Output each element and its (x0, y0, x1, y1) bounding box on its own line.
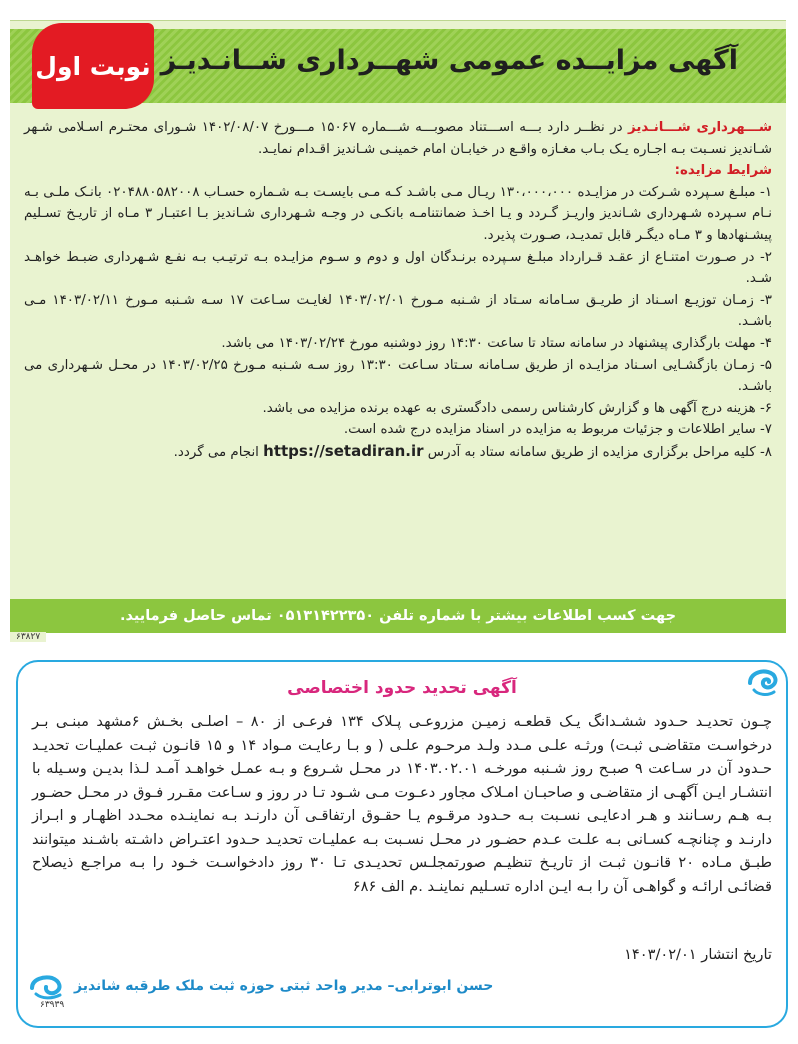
conditions-heading: شرایط مزایده: (674, 163, 772, 179)
contact-footer (10, 599, 786, 633)
auction-notice-body (24, 117, 772, 464)
auction-notice-code: ۶۳۸۲۷ (10, 632, 46, 642)
first-publication-badge-label: نوبت اول (35, 51, 151, 81)
auction-intro-text: در نظــر دارد بـــه اســـتناد مصوبـــه شـــماره ۱۵۰۶۷ مـــورخ ۱۴۰۲/۰۸/۰۷ شـورای محتـرم اسـلامی شـهر شـاندیز نسـبت بـه اجـاره یـک بـاب مغـازه واقـع در خیابـان امام خمینـی شـاندیز اقـدام نمایـد. (24, 120, 772, 157)
condition-4: ۴- مهلت بارگذاری پیشنهاد در سامانه ستاد تا ساعت ۱۴:۳۰ روز دوشنبه مورخ ۱۴۰۳/۰۲/۲۴ می باشد. (221, 335, 772, 351)
condition-3: ۳- زمـان توزیـع اسـناد از طریـق سـامانه سـتاد از شـنبه مـورخ ۱۴۰۳/۰۲/۰۱ لغایـت سـاعت ۱۷ سـه شـنبه مـورخ ۱۴۰۳/۰۲/۱۱ مـی باشـد. (24, 292, 772, 330)
boundary-notice-text: چـون تحدیـد حـدود ششـدانگ یـک قطعـه زمیـن مزروعـی پـلاک ۱۳۴ فرعـی از ۸۰ – اصلـی بخـش ۶مشهد مبنـی بـر درخواسـت متقاضـی ثبـت) ورثـه علـی مـدد ولـد مرحـوم علـی ( و بـا رعایـت مـواد ۱۴ و ۱۵ قانـون ثبـت عملیـات تحدیـد حـدود آن در سـاعت ۹ صبـح روز شـنبه مورخـه ۱۴۰۳.۰۲.۰۱ در محـل شـروع و بـه عمـل خواهـد آمـد لـذا بدیـن وسـیله با انتشـار ایـن آگهـی از متقاضـی و صاحبـان امـلاک مجاور دعـوت مـی شـود تـا در روز و سـاعت مقـرر فـوق در محـل حضـور بـه هـم رسـانند و هـر ادعایـی نسـبت بـه حـدود مرقـوم یـا حقـوق ارتفاقـی آن دارنـد بـه نماینـده محـدد اظهـار و ابـراز دارنـد و چنانچـه کسـانی بـه علـت عـدم حضـور در محـل نسـبت بـه عملیـات تحدیـد حـدود اعتـراض داشـته باشـند میتوانند طبـق مـاده ۲۰ قانـون ثبـت از تاریـخ تنظیـم صورتمجلـس تحدیـدی تـا ۳۰ روز دادخواسـت خـود را بـه مراجـع ذیصلاح قضائـی ارائـه و گواهـی آن را بـه ایـن اداره تسـلیم نماینـد .م الف ۶۸۶ (32, 713, 773, 895)
boundary-notice-code: ۶۳۹۳۹ (40, 1000, 65, 1010)
first-publication-badge (32, 23, 154, 109)
boundary-notice-title: آگهی تحدید حدود اختصاصی (287, 678, 517, 698)
condition-2: ۲- در صـورت امتنـاع از عقـد قـرارداد مبلـغ سـپرده برنـدگان اول و دوم و سـوم مزایـده بـه ترتیـب بـه نفـع شـهرداری ضبـط خواهـد شـد. (24, 249, 772, 287)
condition-1: ۱- مبلـغ سـپرده شـرکت در مزایـده ۱۳۰،۰۰۰،۰۰۰ ریـال مـی باشـد کـه مـی بایسـت بـه شـماره حسـاب ۰۲۰۴۸۸۰۵۸۲۰۰۸ بانـک ملـی بـه نـام سـپرده شـهرداری شـاندیز واریـز گـردد و یـا اخـذ ضمانتنامـه بانکـی در وجـه شـهرداری شـاندیز بـا اعتبـار ۳ مـاه از تاریـخ تسـلیم پیشـنهادها و ۳ مـاه دیگـر قابل تمدیـد، صـورت پذیرد. (24, 184, 773, 243)
boundary-notice (16, 660, 788, 1028)
auction-notice-title: آگهی مزایــده عمومی شهــرداری شــانـدیـز (160, 45, 738, 76)
condition-8-text: ۸- کلیه مراحل برگزاری مزایده از طریق سامانه ستاد به آدرس (423, 444, 772, 460)
contact-footer-text: جهت کسب اطلاعات بیشتر با شماره تلفن ۰۵۱۳۱۴۲۲۳۵۰ تماس حاصل فرمایید. (119, 608, 677, 624)
auction-notice (10, 20, 786, 631)
auction-intro (24, 117, 772, 160)
setad-website-link[interactable]: https://setadiran.ir (263, 441, 424, 460)
publication-date: تاریخ انتشار ۱۴۰۳/۰۲/۰۱ (624, 946, 772, 963)
municipality-name: شـــهرداری شـــانـدیز (628, 120, 772, 135)
condition-5: ۵- زمـان بازگشـایی اسـناد مزایـده از طریق سـامانه سـتاد سـاعت ۱۳:۳۰ روز سـه شـنبه مـورخ ۱۴۰۳/۰۲/۲۵ در محـل شـهرداری می باشـد. (24, 357, 772, 395)
auction-notice-header (10, 29, 786, 103)
registry-director-signature: حسن ابوترابی– مدیر واحد ثبتی حوزه ثبت ملک طرقبه شاندیز (74, 978, 494, 994)
condition-8-suffix: انجام می گردد. (173, 444, 264, 460)
condition-8 (24, 441, 772, 464)
condition-7: ۷- سایر اطلاعات و جزئیات مربوط به مزایده در اسناد مزایده درج شده است. (343, 422, 772, 438)
boundary-notice-body (32, 710, 772, 898)
condition-6: ۶- هزینه درج آگهی ها و گزارش کارشناس رسمی دادگستری به عهده برنده مزایده می باشد. (262, 400, 772, 416)
